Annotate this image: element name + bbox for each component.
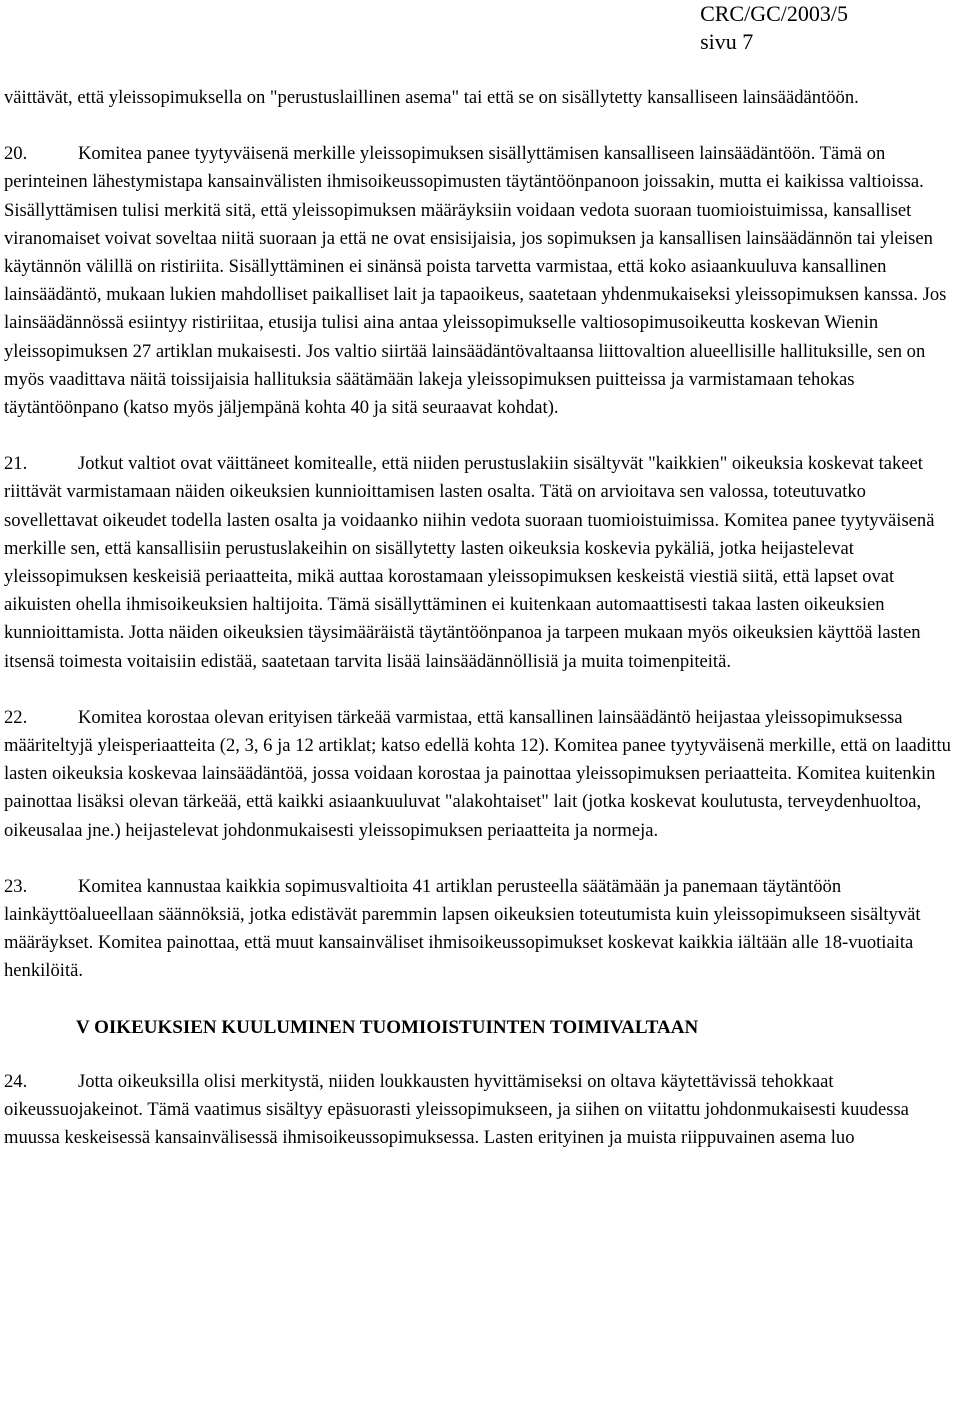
paragraph-text: Jotta oikeuksilla olisi merkitystä, niiden loukkausten hyvittämiseksi on oltava käytettävissä tehokkaat oikeussuojakeinot. Tämä vaatimus sisältyy epäsuorasti yleissopimukseen, ja siihen on viitattu johdonmukaisesti kuudessa muussa keskeisessä kansainvälisessä ihmisoikeussopimuksessa. Lasten erityinen ja muista riippuvainen asema luo [4, 1070, 909, 1149]
paragraph-number: 23. [4, 875, 28, 897]
paragraph-text: Jotkut valtiot ovat väittäneet komitealle, että niiden perustuslakiin sisältyvät "kaikkien" oikeuksia koskevat takeet riittävät varmistamaan näiden oikeuksien kunnioittamisen lasten osalta. Tätä on arvioitava sen valossa, toteutuvatko sovellettavat oikeudet todella lasten osalta ja voidaanko niihin vedota suoraan tuomioistuimissa. Komitea panee tyytyväisenä merkille sen, että kansallisiin perustuslakeihin on sisällytetty lasten oikeuksia koskevia pykäliä, jotka heijastelevat yleissopimuksen keskeisiä periaatteita, mikä auttaa korostamaan yleissopimuksen keskeistä viestiä siitä, että lapset ovat aikuisten ohella ihmisoikeuksien haltijoita. Tämä sisällyttäminen ei kuitenkaan automaattisesti takaa lasten oikeuksien kunnioittamista. Jotta näiden oikeuksien täysimääräistä täytäntöönpanoa ja tarpeen mukaan myös oikeuksien käyttöä lasten itsensä toimesta voitaisiin edistää, saatetaan tarvita lisää lainsäädännöllisiä ja muita toimenpiteitä. [4, 453, 935, 672]
page-header [700, 0, 848, 56]
paragraph-21 [4, 450, 956, 676]
document-body [4, 84, 956, 1181]
document-code: CRC/GC/2003/5 [700, 1, 848, 26]
page-number: sivu 7 [700, 29, 754, 54]
paragraph-text: Komitea kannustaa kaikkia sopimusvaltioita 41 artiklan perusteella säätämään ja panemaan täytäntöön lainkäyttöalueellaan säännöksiä, jotka edistävät paremmin lapsen oikeuksien toteutumista kuin yleissopimukseen sisältyvät määräykset. Komitea painottaa, että muut kansainväliset ihmisoikeussopimukset koskevat kaikkia iältään alle 18-vuotiaita henkilöitä. [4, 875, 921, 982]
paragraph-24 [4, 1068, 956, 1153]
section-heading: V OIKEUKSIEN KUULUMINEN TUOMIOISTUINTEN TOIMIVALTAAN [76, 1016, 699, 1038]
paragraph-22 [4, 704, 956, 845]
paragraph-number: 21. [4, 453, 28, 475]
paragraph-number: 20. [4, 143, 28, 165]
paragraph-text: Komitea korostaa olevan erityisen tärkeää varmistaa, että kansallinen lainsäädäntö heijastaa yleissopimuksessa määriteltyjä yleisperiaatteita (2, 3, 6 ja 12 artiklat; katso edellä kohta 12). Komitea panee tyytyväisenä merkille, että on laadittu lasten oikeuksia koskevaa lainsäädäntöä, jossa voidaan korostaa ja painottaa yleissopimuksen periaatteita. Komitea kuitenkin painottaa lisäksi olevan tärkeää, että kaikki asiaankuuluvat "alakohtaiset" lait (jotka koskevat koulutusta, terveydenhuoltoa, oikeusalaa jne.) heijastelevat johdonmukaisesti yleissopimuksen periaatteita ja normeja. [4, 706, 951, 841]
continuation-text: väittävät, että yleissopimuksella on "perustuslaillinen asema" tai että se on sisällytetty kansalliseen lainsäädäntöön. [4, 87, 859, 108]
paragraph-text: Komitea panee tyytyväisenä merkille yleissopimuksen sisällyttämisen kansalliseen lainsäädäntöön. Tämä on perinteinen lähestymistapa kansainvälisten ihmisoikeussopimusten täytäntöönpanoon joissakin, mutta ei kaikissa valtioissa. Sisällyttämisen tulisi merkitä sitä, että yleissopimuksen määräyksiin voidaan vedota suoraan tuomioistuimissa, kansalliset viranomaiset voivat soveltaa niitä suoraan ja että ne ovat ensisijaisia, jos sopimuksen ja kansallisen lainsäädännön tai yleisen käytännön välillä on ristiriita. Sisällyttäminen ei sinänsä poista tarvetta varmistaa, että koko asiaankuuluva kansallinen lainsäädäntö, mukaan lukien mahdolliset paikalliset lait ja tapaoikeus, saatetaan yhdenmukaiseksi yleissopimuksen kanssa. Jos lainsäädännössä esiintyy ristiriitaa, etusija tulisi aina antaa yleissopimukselle valtiosopimusoikeutta koskevan Wienin yleissopimuksen 27 artiklan mukaisesti. Jos valtio siirtää lainsäädäntövaltaansa liittovaltion alueellisille hallituksille, sen on myös vaadittava näitä toissijaisia hallituksia säätämään lakeja yleissopimuksen puitteissa ja varmistamaan tehokas täytäntöönpano (katso myös jäljempänä kohta 40 ja sitä seuraavat kohdat). [4, 143, 947, 419]
paragraph-20 [4, 140, 956, 422]
paragraph-number: 24. [4, 1070, 28, 1092]
paragraph-23 [4, 873, 956, 986]
paragraph-number: 22. [4, 706, 28, 728]
